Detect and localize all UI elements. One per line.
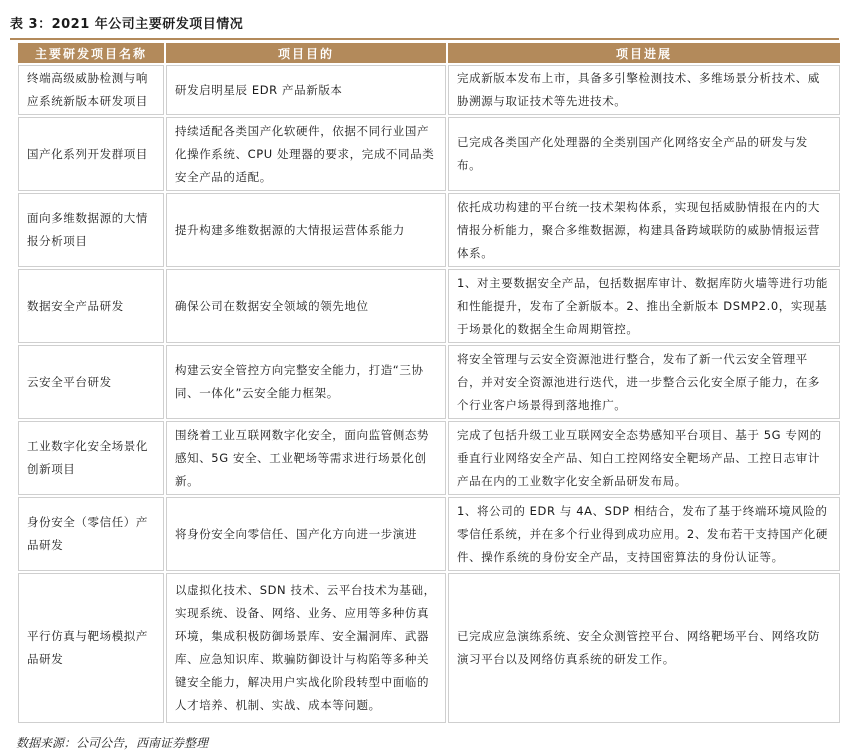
project-progress-cell: 1、将公司的 EDR 与 4A、SDP 相结合，发布了基于终端环境风险的零信任系统，并在多个行业得到成功应用。2、发布若干支持国产化硬件、操作系统的身份安全产品，支持国密算法的身份认证等。	[448, 497, 840, 571]
project-purpose-cell: 研发启明星辰 EDR 产品新版本	[166, 65, 446, 115]
project-name-cell: 身份安全（零信任）产品研发	[18, 497, 164, 571]
project-progress-cell: 将安全管理与云安全资源池进行整合，发布了新一代云安全管理平台，并对安全资源池进行迭代，进一步整合云化安全原子能力，在多个行业客户场景得到落地推广。	[448, 345, 840, 419]
header-project-progress: 项目进展	[448, 43, 840, 63]
table-row	[18, 421, 840, 495]
project-name-cell: 工业数字化安全场景化创新项目	[18, 421, 164, 495]
table-row	[18, 497, 840, 571]
rd-projects-table	[16, 41, 842, 725]
project-progress-cell: 已完成各类国产化处理器的全类别国产化网络安全产品的研发与发布。	[448, 117, 840, 191]
data-source-note: 数据来源：公司公告，西南证券整理	[16, 736, 209, 750]
project-name-cell: 云安全平台研发	[18, 345, 164, 419]
table-title: 表 3：2021 年公司主要研发项目情况	[10, 17, 244, 32]
header-project-purpose: 项目目的	[166, 43, 446, 63]
project-name-cell: 平行仿真与靶场模拟产品研发	[18, 573, 164, 723]
project-purpose-cell: 以虚拟化技术、SDN 技术、云平台技术为基础，实现系统、设备、网络、业务、应用等多种仿真环境，集成积极防御场景库、安全漏洞库、武器库、应急知识库、欺骗防御设计与构陷等多种关键安全能力，解决用户实战化阶段转型中面临的人才培养、机制、实战、成本等问题。	[166, 573, 446, 723]
project-name-cell: 面向多维数据源的大情报分析项目	[18, 193, 164, 267]
title-divider	[10, 38, 839, 40]
table-row	[18, 573, 840, 723]
table-row	[18, 65, 840, 115]
project-purpose-cell: 持续适配各类国产化软硬件，依据不同行业国产化操作系统、CPU 处理器的要求，完成不同品类安全产品的适配。	[166, 117, 446, 191]
project-progress-cell: 1、对主要数据安全产品，包括数据库审计、数据库防火墙等进行功能和性能提升，发布了全新版本。2、推出全新版本 DSMP2.0，实现基于场景化的数据全生命周期管控。	[448, 269, 840, 343]
project-progress-cell: 已完成应急演练系统、安全众测管控平台、网络靶场平台、网络攻防演习平台以及网络仿真系统的研发工作。	[448, 573, 840, 723]
table-header-row	[18, 43, 840, 63]
project-purpose-cell: 构建云安全管控方向完整安全能力，打造“三协同、一体化”云安全能力框架。	[166, 345, 446, 419]
table-row	[18, 345, 840, 419]
table-row	[18, 117, 840, 191]
header-project-name: 主要研发项目名称	[18, 43, 164, 63]
project-purpose-cell: 确保公司在数据安全领域的领先地位	[166, 269, 446, 343]
project-purpose-cell: 提升构建多维数据源的大情报运营体系能力	[166, 193, 446, 267]
project-purpose-cell: 将身份安全向零信任、国产化方向进一步演进	[166, 497, 446, 571]
table-row	[18, 269, 840, 343]
table-row	[18, 193, 840, 267]
project-name-cell: 数据安全产品研发	[18, 269, 164, 343]
project-progress-cell: 依托成功构建的平台统一技术架构体系，实现包括威胁情报在内的大情报分析能力，聚合多维数据源，构建具备跨域联防的威胁情报运营体系。	[448, 193, 840, 267]
project-purpose-cell: 围绕着工业互联网数字化安全，面向监管侧态势感知、5G 安全、工业靶场等需求进行场景化创新。	[166, 421, 446, 495]
project-name-cell: 国产化系列开发群项目	[18, 117, 164, 191]
project-progress-cell: 完成新版本发布上市，具备多引擎检测技术、多维场景分析技术、威胁溯源与取证技术等先进技术。	[448, 65, 840, 115]
project-name-cell: 终端高级威胁检测与响应系统新版本研发项目	[18, 65, 164, 115]
project-progress-cell: 完成了包括升级工业互联网安全态势感知平台项目、基于 5G 专网的垂直行业网络安全产品、知白工控网络安全靶场产品、工控日志审计产品在内的工业数字化安全新品研发布局。	[448, 421, 840, 495]
